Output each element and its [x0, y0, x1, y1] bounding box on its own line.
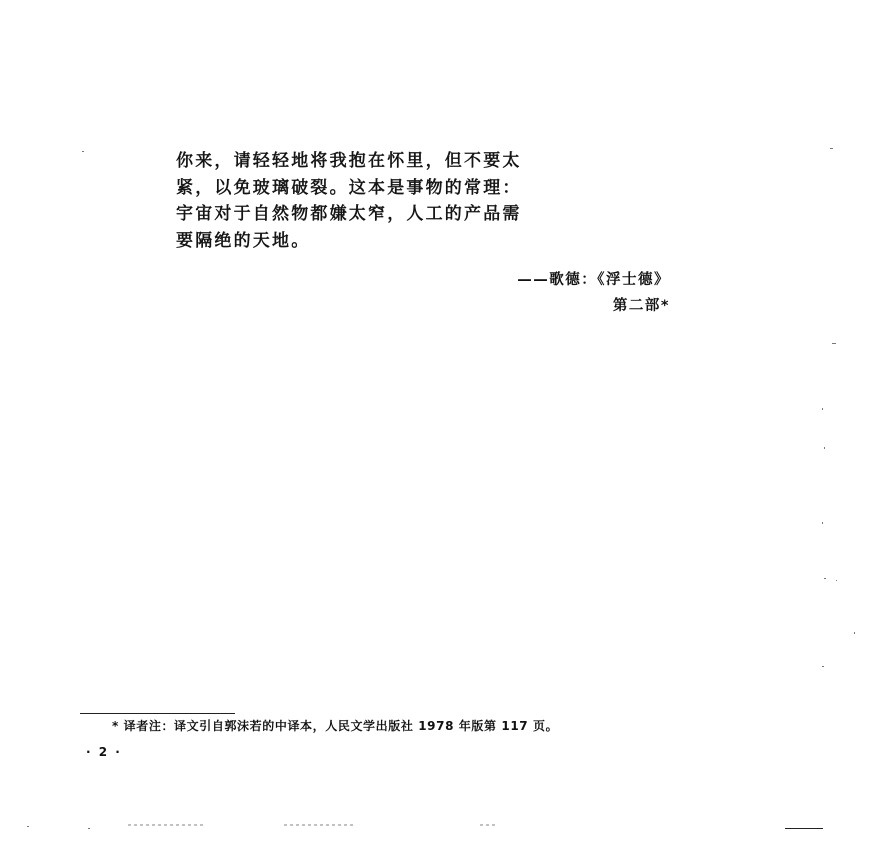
translator-footnote: * 译者注：译文引自郭沫若的中译本，人民文学出版社 1978 年版第 117 页。: [112, 719, 559, 733]
scan-speck: [822, 522, 823, 524]
scan-speck: [830, 148, 833, 149]
scan-speck: [854, 632, 855, 634]
attribution-author-work: ——歌德：《浮士德》: [517, 272, 670, 288]
scan-speck: [824, 447, 825, 449]
attribution-part: 第二部*: [612, 298, 670, 314]
scan-speck: [832, 343, 836, 344]
footnote-divider: [80, 713, 235, 714]
scan-noise: [480, 824, 496, 826]
epigraph-line-2: 紧，以免玻璃破裂。这本是事物的常理：: [176, 177, 522, 198]
epigraph-line-1: 你来，请轻轻地将我抱在怀里，但不要太: [176, 151, 522, 171]
scan-edge-line: [785, 828, 823, 829]
epigraph-attribution: [517, 267, 670, 319]
scan-speck: [822, 666, 824, 667]
scan-speck: [88, 828, 90, 829]
scan-speck: [82, 151, 84, 152]
scan-noise: [284, 824, 354, 826]
epigraph-line-3: 宇宙对于自然物都嫌太窄，人工的产品需: [176, 204, 522, 224]
scan-speck: [836, 580, 837, 581]
scan-speck: [822, 408, 823, 410]
page-number: · 2 ·: [86, 745, 122, 759]
epigraph-line-4: 要隔绝的天地。: [176, 230, 311, 251]
scan-speck: [824, 578, 826, 579]
scan-speck: [27, 826, 29, 827]
scan-noise: [128, 824, 203, 826]
epigraph-quote: [176, 148, 646, 254]
